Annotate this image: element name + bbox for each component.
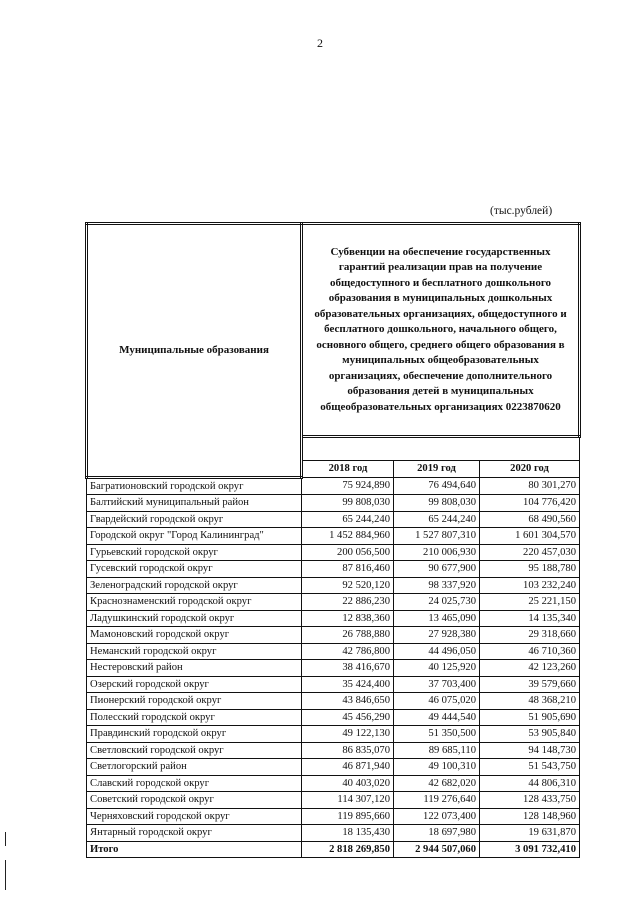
municipality-name: Пионерский городской округ <box>87 693 302 710</box>
value-2019: 40 125,920 <box>394 660 480 677</box>
value-2019: 18 697,980 <box>394 825 480 842</box>
table-row <box>87 594 580 611</box>
value-2020: 46 710,360 <box>480 643 580 660</box>
value-2019: 90 677,900 <box>394 561 480 578</box>
value-2018: 92 520,120 <box>302 577 394 594</box>
year-2018: 2018 год <box>302 461 394 478</box>
value-2020: 104 776,420 <box>480 495 580 512</box>
table-row <box>87 643 580 660</box>
value-2019: 13 465,090 <box>394 610 480 627</box>
table-row <box>87 627 580 644</box>
value-2019: 44 496,050 <box>394 643 480 660</box>
value-2020: 51 905,690 <box>480 709 580 726</box>
municipality-name: Зеленоградский городской округ <box>87 577 302 594</box>
value-2020: 53 905,840 <box>480 726 580 743</box>
value-2020: 25 221,150 <box>480 594 580 611</box>
table-row <box>87 742 580 759</box>
municipality-header: Муниципальные образования <box>87 224 302 478</box>
table-row <box>87 759 580 776</box>
year-2020: 2020 год <box>480 461 580 478</box>
value-2018: 119 895,660 <box>302 808 394 825</box>
value-2018: 65 244,240 <box>302 511 394 528</box>
value-2019: 99 808,030 <box>394 495 480 512</box>
value-2018: 12 838,360 <box>302 610 394 627</box>
value-2019: 76 494,640 <box>394 477 480 495</box>
value-2018: 114 307,120 <box>302 792 394 809</box>
table-row <box>87 808 580 825</box>
value-2019: 49 444,540 <box>394 709 480 726</box>
value-2019: 27 928,380 <box>394 627 480 644</box>
table-row <box>87 495 580 512</box>
header-row <box>87 224 580 437</box>
value-2020: 80 301,270 <box>480 477 580 495</box>
table-row <box>87 792 580 809</box>
value-2018: 43 846,650 <box>302 693 394 710</box>
municipality-name: Неманский городской округ <box>87 643 302 660</box>
table-row <box>87 528 580 545</box>
value-2018: 86 835,070 <box>302 742 394 759</box>
total-row <box>87 841 580 858</box>
municipality-name: Багратионовский городской округ <box>87 477 302 495</box>
value-2019: 24 025,730 <box>394 594 480 611</box>
value-2018: 200 056,500 <box>302 544 394 561</box>
value-2019: 42 682,020 <box>394 775 480 792</box>
value-2018: 75 924,890 <box>302 477 394 495</box>
value-2018: 1 452 884,960 <box>302 528 394 545</box>
table-row <box>87 577 580 594</box>
table-row <box>87 693 580 710</box>
municipality-name: Мамоновский городской округ <box>87 627 302 644</box>
municipality-name: Краснознаменский городской округ <box>87 594 302 611</box>
value-2018: 35 424,400 <box>302 676 394 693</box>
value-2018: 26 788,880 <box>302 627 394 644</box>
value-2019: 51 350,500 <box>394 726 480 743</box>
value-2018: 42 786,800 <box>302 643 394 660</box>
municipality-name: Балтийский муниципальный район <box>87 495 302 512</box>
value-2019: 46 075,020 <box>394 693 480 710</box>
value-2019: 65 244,240 <box>394 511 480 528</box>
value-2020: 19 631,870 <box>480 825 580 842</box>
municipality-name: Гурьевский городской округ <box>87 544 302 561</box>
table-row <box>87 676 580 693</box>
municipality-name: Светловский городской округ <box>87 742 302 759</box>
value-2020: 1 601 304,570 <box>480 528 580 545</box>
year-2019: 2019 год <box>394 461 480 478</box>
municipality-name: Городской округ "Город Калининград" <box>87 528 302 545</box>
table-row <box>87 511 580 528</box>
value-2020: 51 543,750 <box>480 759 580 776</box>
municipality-name: Озерский городской округ <box>87 676 302 693</box>
municipality-name: Гусевский городской округ <box>87 561 302 578</box>
value-2018: 99 808,030 <box>302 495 394 512</box>
units-label: (тыс.рублей) <box>490 205 553 217</box>
subsidy-header: Субвенции на обеспечение государственных гарантий реализации прав на получение общедоступного и бесплатного дошкольного образования в муниципальных дошкольных образовательных организациях, общедоступного и бесплатного дошкольного, начального общего, основного общего, среднего общего образования в муниципальных общеобразовательных организациях, обеспечение дополнительного образования детей в муниципальных общеобразовательных организациях 0223870620 <box>302 224 580 437</box>
value-2019: 1 527 807,310 <box>394 528 480 545</box>
value-2020: 44 806,310 <box>480 775 580 792</box>
value-2019: 89 685,110 <box>394 742 480 759</box>
margin-mark-top <box>5 832 6 846</box>
value-2020: 29 318,660 <box>480 627 580 644</box>
municipality-name: Итого <box>87 841 302 858</box>
value-2019: 122 073,400 <box>394 808 480 825</box>
value-2019: 37 703,400 <box>394 676 480 693</box>
municipality-name: Нестеровский район <box>87 660 302 677</box>
table-row <box>87 726 580 743</box>
municipality-name: Славский городской округ <box>87 775 302 792</box>
subsidy-table <box>85 222 581 858</box>
value-2020: 39 579,660 <box>480 676 580 693</box>
municipality-name: Янтарный городской округ <box>87 825 302 842</box>
page-number: 2 <box>317 36 323 50</box>
table-row <box>87 477 580 495</box>
value-2018: 40 403,020 <box>302 775 394 792</box>
value-2018: 22 886,230 <box>302 594 394 611</box>
table-row <box>87 544 580 561</box>
table-row <box>87 561 580 578</box>
value-2020: 95 188,780 <box>480 561 580 578</box>
municipality-name: Черняховский городской округ <box>87 808 302 825</box>
value-2018: 87 816,460 <box>302 561 394 578</box>
municipality-name: Правдинский городской округ <box>87 726 302 743</box>
value-2019: 210 006,930 <box>394 544 480 561</box>
value-2018: 49 122,130 <box>302 726 394 743</box>
value-2018: 18 135,430 <box>302 825 394 842</box>
value-2018: 46 871,940 <box>302 759 394 776</box>
table-row <box>87 775 580 792</box>
value-2020: 220 457,030 <box>480 544 580 561</box>
municipality-name: Советский городской округ <box>87 792 302 809</box>
margin-mark-bottom <box>5 860 6 890</box>
value-2020: 103 232,240 <box>480 577 580 594</box>
value-2019: 119 276,640 <box>394 792 480 809</box>
municipality-name: Светлогорский район <box>87 759 302 776</box>
value-2020: 94 148,730 <box>480 742 580 759</box>
value-2018: 38 416,670 <box>302 660 394 677</box>
table-row <box>87 660 580 677</box>
value-2018: 45 456,290 <box>302 709 394 726</box>
municipality-name: Гвардейский городской округ <box>87 511 302 528</box>
value-2020: 128 433,750 <box>480 792 580 809</box>
value-2020: 48 368,210 <box>480 693 580 710</box>
municipality-name: Ладушкинский городской округ <box>87 610 302 627</box>
value-2019: 49 100,310 <box>394 759 480 776</box>
table-row <box>87 709 580 726</box>
municipality-name: Полесский городской округ <box>87 709 302 726</box>
value-2020: 3 091 732,410 <box>480 841 580 858</box>
value-2020: 128 148,960 <box>480 808 580 825</box>
value-2020: 14 135,340 <box>480 610 580 627</box>
value-2020: 68 490,560 <box>480 511 580 528</box>
table-row <box>87 825 580 842</box>
value-2020: 42 123,260 <box>480 660 580 677</box>
value-2019: 98 337,920 <box>394 577 480 594</box>
header-gap <box>302 437 580 461</box>
table-row <box>87 610 580 627</box>
value-2019: 2 944 507,060 <box>394 841 480 858</box>
value-2018: 2 818 269,850 <box>302 841 394 858</box>
